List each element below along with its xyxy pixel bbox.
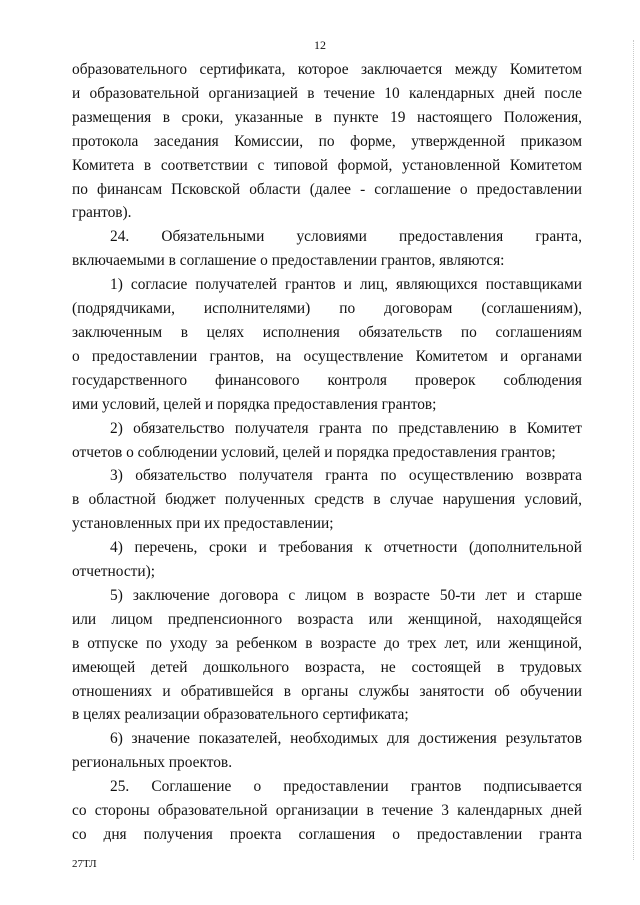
text-line: включаемыми в соглашение о предоставлении грантов, являются: [72, 252, 505, 270]
text-line: в областной бюджет полученных средств в случае нарушения условий, [72, 491, 582, 509]
text-line: 3) обязательство получателя гранта по осуществлению возврата [110, 467, 582, 485]
page-number: 12 [314, 38, 326, 52]
text-line: со дня получения проекта соглашения о предоставлении гранта [72, 826, 582, 843]
text-line: или лицом предпенсионного возраста или женщиной, находящейся [72, 610, 582, 628]
text-line: 24. Обязательными условиями предоставления гранта, [110, 228, 582, 246]
text-line: отчетов о соблюдении условий, целей и порядка предоставления грантов; [72, 443, 556, 461]
text-line: 1) согласие получателей грантов и лиц, являющихся поставщиками [110, 276, 582, 294]
text-line: 25. Соглашение о предоставлении грантов подписывается [110, 778, 582, 796]
scan-edge-line [632, 40, 634, 860]
text-line: Комитета в соответствии с типовой формой, установленной Комитетом [72, 156, 582, 174]
text-line: в целях реализации образовательного сертификата; [72, 706, 409, 724]
text-line: государственного финансового контроля проверок соблюдения [72, 371, 582, 389]
text-line: 6) значение показателей, необходимых для достижения результатов [110, 730, 582, 748]
text-line: (подрядчиками, исполнителями) по договорам (соглашениям), [72, 300, 582, 318]
text-line: отчетности); [72, 563, 156, 581]
text-line: имеющей детей дошкольного возраста, не состоящей в трудовых [72, 658, 582, 676]
text-line: заключенным в целях исполнения обязательств по соглашениям [72, 323, 582, 341]
text-line: протокола заседания Комиссии, по форме, утвержденной приказом [72, 132, 582, 150]
text-line: грантов). [72, 204, 132, 222]
text-line: о предоставлении грантов, на осуществление Комитетом и органами [72, 347, 582, 365]
text-line: региональных проектов. [72, 754, 233, 772]
text-line: 2) обязательство получателя гранта по представлению в Комитет [110, 419, 582, 437]
text-line: 5) заключение договора с лицом в возрасте 50-ти лет и старше [110, 586, 582, 604]
text-line: 4) перечень, сроки и требования к отчетности (дополнительной [110, 539, 582, 557]
footer-document-code: 27ТЛ [72, 858, 97, 870]
text-line: по финансам Псковской области (далее - соглашение о предоставлении [72, 180, 582, 198]
text-line: ими условий, целей и порядка предоставления грантов; [72, 395, 437, 413]
text-line: установленных при их предоставлении; [72, 515, 334, 533]
text-line: со стороны образовательной организации в течение 3 календарных дней [72, 802, 582, 820]
text-line: в отпуске по уходу за ребенком в возрасте до трех лет, или женщиной, [72, 634, 582, 652]
text-line: размещения в сроки, указанные в пункте 19 настоящего Положения, [72, 108, 582, 126]
text-line: образовательного сертификата, которое заключается между Комитетом [72, 61, 582, 78]
document-body [72, 58, 582, 847]
text-line: и образовательной организацией в течение 10 календарных дней после [72, 84, 582, 102]
text-line: отношениях и обратившейся в органы службы занятости об обучении [72, 682, 582, 700]
